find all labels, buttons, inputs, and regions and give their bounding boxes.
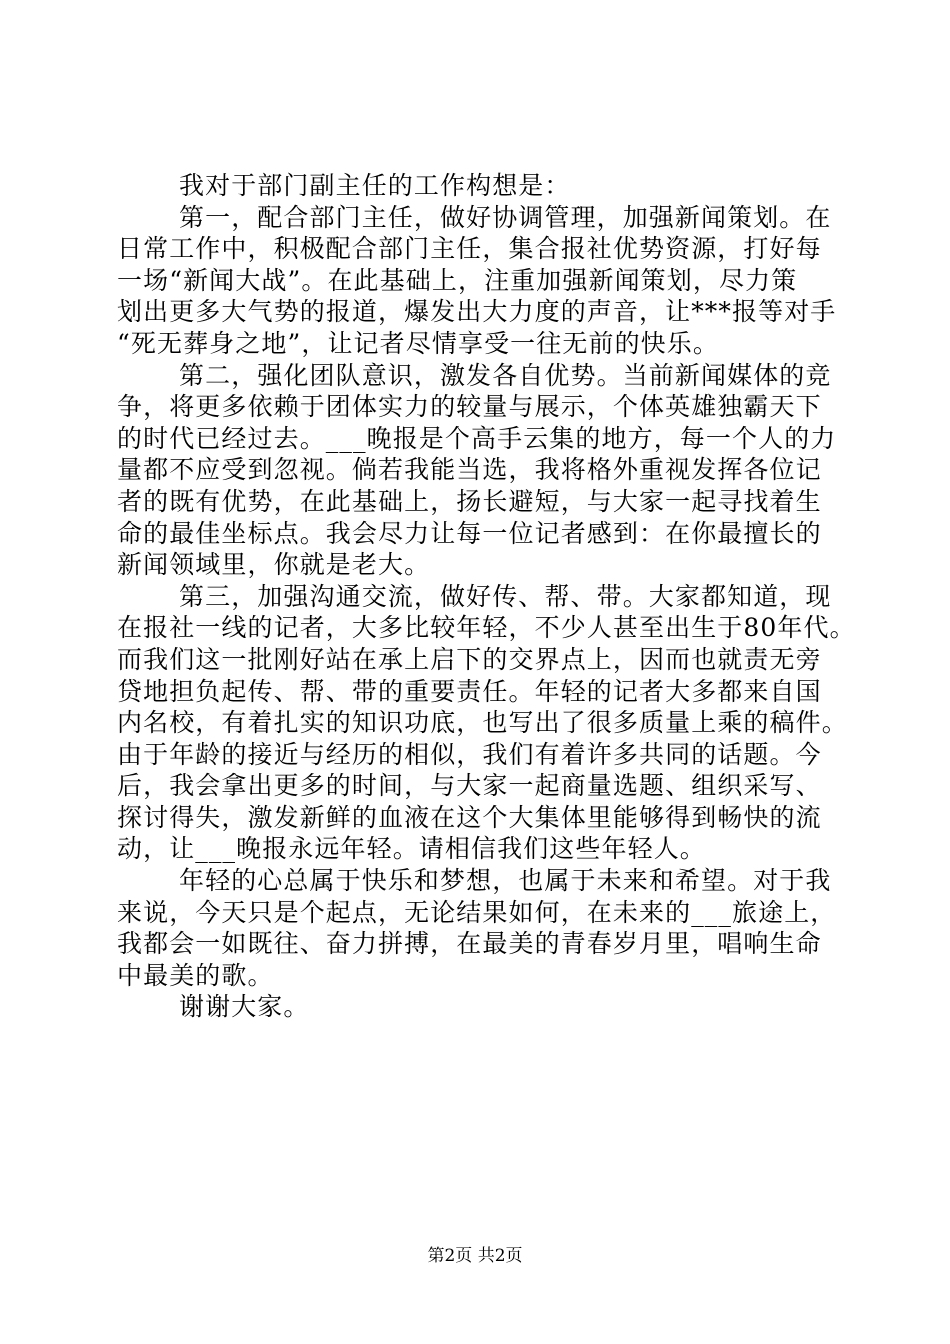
text-line: 由于年龄的接近与经历的相似，我们有着许多共同的话题。今 [117, 739, 822, 769]
text-line: 第三，加强沟通交流，做好传、帮、带。大家都知道，现 [179, 581, 832, 611]
document-body [117, 170, 856, 1023]
text-line: 一场“新闻大战”。在此基础上，注重加强新闻策划，尽力策 [117, 265, 798, 295]
text-line: 第二，强化团队意识，激发各自优势。当前新闻媒体的竞 [179, 360, 832, 390]
paragraph [117, 991, 835, 1023]
text-line: 贷地担负起传、帮、带的重要责任。年轻的记者大多都来自国 [117, 676, 822, 706]
page-footer [0, 1245, 950, 1267]
text-line: 的时代已经过去。___晚报是个高手云集的地方，每一个人的力 [117, 423, 837, 453]
text-line: 争，将更多依赖于团体实力的较量与展示，个体英雄独霸天下 [117, 392, 822, 422]
text-line: 新闻领域里，你就是老大。 [117, 550, 431, 580]
text-line: 者的既有优势，在此基础上，扬长避短，与大家一起寻找着生 [117, 486, 822, 516]
text-line: 中最美的歌。 [117, 960, 274, 990]
text-line: 谢谢大家。 [179, 992, 310, 1022]
text-line: 第一，配合部门主任，做好协调管理，加强新闻策划。在 [179, 202, 832, 232]
text-line: 后，我会拿出更多的时间，与大家一起商量选题、组织采写、 [117, 771, 822, 801]
paragraph [117, 202, 835, 360]
paragraph [117, 865, 835, 991]
text-line: 我对于部门副主任的工作构想是： [179, 171, 571, 200]
text-line: 划出更多大气势的报道，爆发出大力度的声音，让***报等对手 [117, 297, 837, 327]
text-line: 而我们这一批刚好站在承上启下的交界点上，因而也就责无旁 [117, 644, 822, 674]
text-line: 动，让___晚报永远年轻。请相信我们这些年轻人。 [117, 834, 706, 864]
paragraph [117, 360, 835, 581]
text-line: 年轻的心总属于快乐和梦想，也属于未来和希望。对于我 [179, 866, 832, 896]
text-line: 内名校，有着扎实的知识功底，也写出了很多质量上乘的稿件。 [117, 708, 848, 738]
text-line: 命的最佳坐标点。我会尽力让每一位记者感到：在你最擅长的 [117, 518, 822, 548]
text-line: 探讨得失，激发新鲜的血液在这个大集体里能够得到畅快的流 [117, 802, 822, 832]
paragraph [117, 170, 835, 202]
text-line: 在报社一线的记者，大多比较年轻，不少人甚至出生于80年代。 [117, 613, 856, 643]
text-line: “死无葬身之地”，让记者尽情享受一往无前的快乐。 [117, 328, 719, 358]
text-line: 量都不应受到忽视。倘若我能当选，我将格外重视发挥各位记 [117, 455, 822, 485]
text-line: 我都会一如既往、奋力拼搏，在最美的青春岁月里，唱响生命 [117, 929, 822, 959]
paragraph [117, 581, 856, 865]
text-line: 来说，今天只是个起点，无论结果如何，在未来的___旅途上， [117, 897, 837, 927]
text-line: 日常工作中，积极配合部门主任，集合报社优势资源，打好每 [117, 234, 822, 264]
page-number-label: 第2页 共2页 [427, 1246, 523, 1266]
